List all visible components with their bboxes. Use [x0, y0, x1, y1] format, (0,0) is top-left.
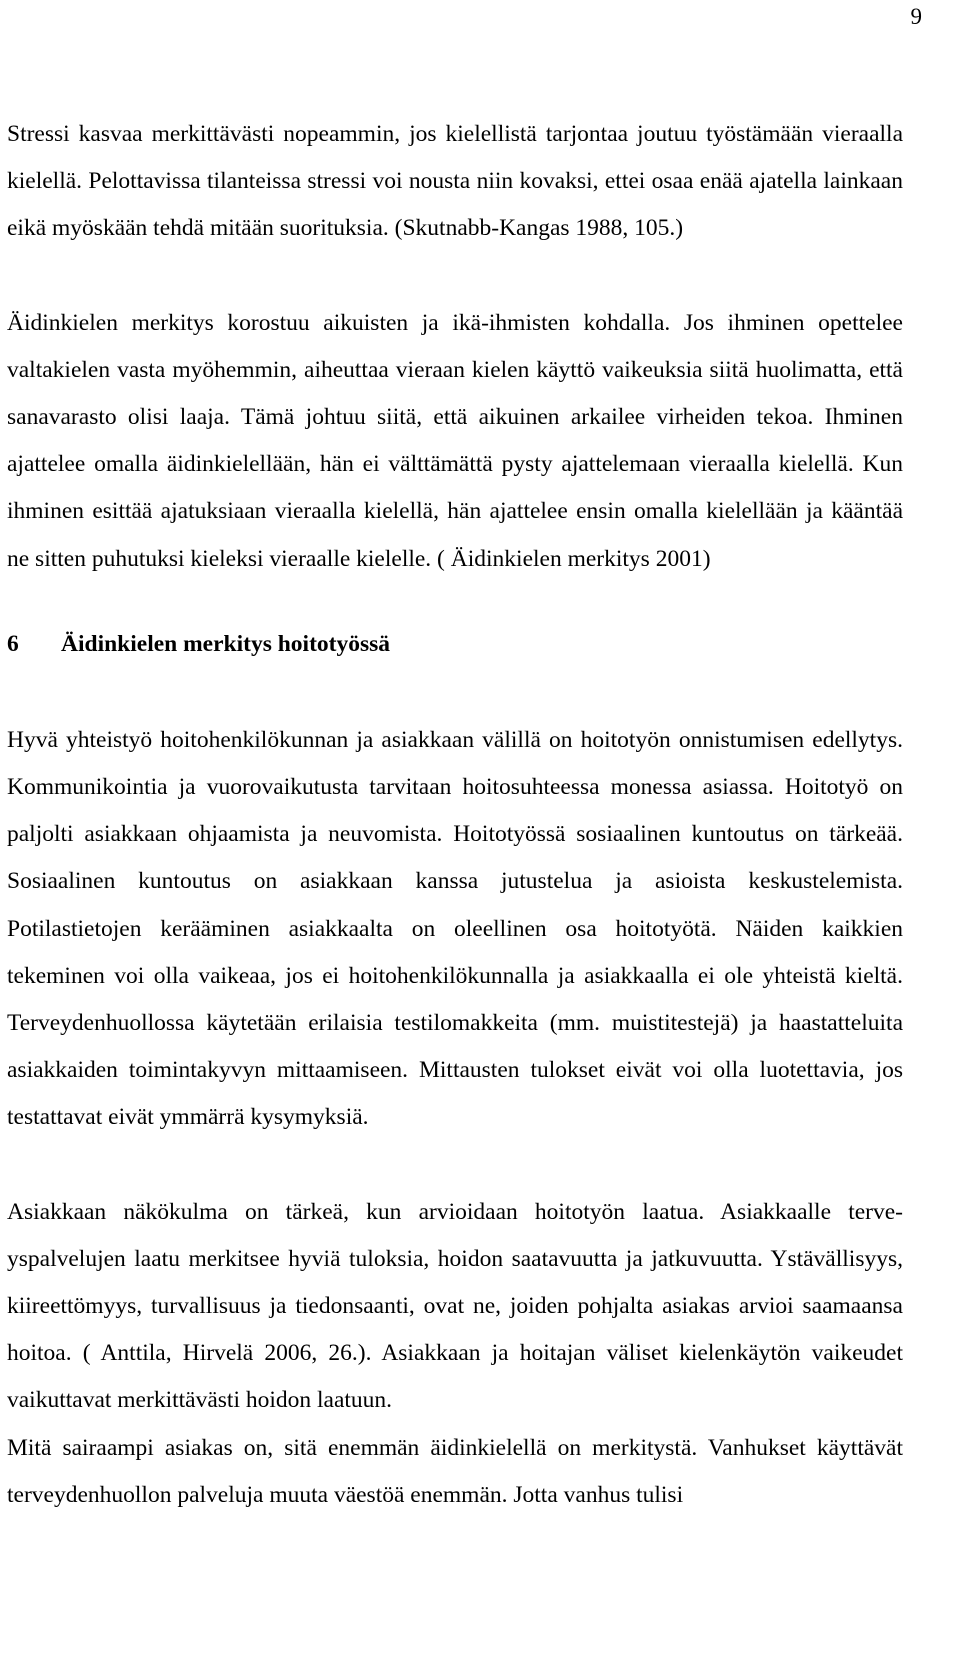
- section-number: 6: [7, 630, 19, 657]
- paragraph-cooperation: Hyvä yhteistyö hoitohenkilökunnan ja asiakkaan välillä on hoitotyön onnistumisen edellytys. Kommunikointia ja vuorovaikutusta tarvitaan hoitosuhteessa monessa asiassa. Hoitotyö on paljolti asiakkaan ohjaamista ja neuvomista. Hoitotyössä sosiaalinen kuntoutus on tärkeää. Sosiaalinen kuntoutus on asiakkaan kanssa jutustelua ja asioista keskustelemista. Potilastietojen kerääminen asiakkaalta on oleellinen osa hoitotyötä. Näiden kaikkien tekeminen voi olla vaikeaa, jos ei hoitohenkilökunnalla ja asiakkaalla ei ole yhteistä kieltä. Terveydenhuollossa käytetään erilaisia testilomakkeita (mm. muistitestejä) ja haastatteluita asiakkaiden toimintakyvyn mittaamiseen. Mittausten tulokset eivät voi olla luotettavia, jos testattavat eivät ymmärrä kysymyksiä.: [7, 726, 903, 1131]
- document-body: [7, 111, 903, 1519]
- paragraph-elderly: Mitä sairaampi asiakas on, sitä enemmän äidinkielellä on merkitystä. Vanhukset käyttävät terveydenhuollon palveluja muuta väestöä enemmän. Jotta vanhus tulisi: [7, 1434, 903, 1508]
- section-heading: [7, 621, 903, 668]
- paragraph-customer-viewpoint: Asiakkaan näkökulma on tärkeä, kun arvioidaan hoitotyön laatua. Asiakkaalle terveyspalvelujen laatu merkitsee hyviä tuloksia, hoidon saatavuutta ja jatkuvuutta. Ystävällisyys, kiireettömyys, turvallisuus ja tiedonsaanti, ovat ne, joiden pohjalta asiakas arvioi saamaansa hoitoa. ( Anttila, Hirvelä 2006, 26.). Asiakkaan ja hoitajan väliset kielenkäytön vaikeudet vaikuttavat merkittävästi hoidon laatuun.: [7, 1198, 903, 1414]
- section-title: Äidinkielen merkitys hoitotyössä: [61, 630, 391, 657]
- paragraph-mother-tongue-adults: Äidinkielen merkitys korostuu aikuisten ja ikä-ihmisten kohdalla. Jos ihminen opettelee valtakielen vasta myöhemmin, aiheuttaa vieraan kielen käyttö vaikeuksia siitä huolimatta, että sanavarasto olisi laaja. Tämä johtuu siitä, että aikuinen arkailee virheiden tekoa. Ihminen ajattelee omalla äidinkielellään, hän ei välttämättä pysty ajattelemaan vieraalla kielellä. Kun ihminen esittää ajatuksiaan vieraalla kielellä, hän ajattelee ensin omalla kielellään ja kääntää ne sitten puhutuksi kieleksi vieraalle kielelle. ( Äidinkielen merkitys 2001): [7, 309, 903, 572]
- paragraph-stress: Stressi kasvaa merkittävästi nopeammin, jos kielellistä tarjontaa joutuu työstämään vieraalla kielellä. Pelottavissa tilanteissa stressi voi nousta niin kovaksi, ettei osaa enää ajatella lainkaan eikä myöskään tehdä mitään suorituksia. (Skutnabb-Kangas 1988, 105.): [7, 121, 903, 242]
- page-number: 9: [910, 4, 922, 29]
